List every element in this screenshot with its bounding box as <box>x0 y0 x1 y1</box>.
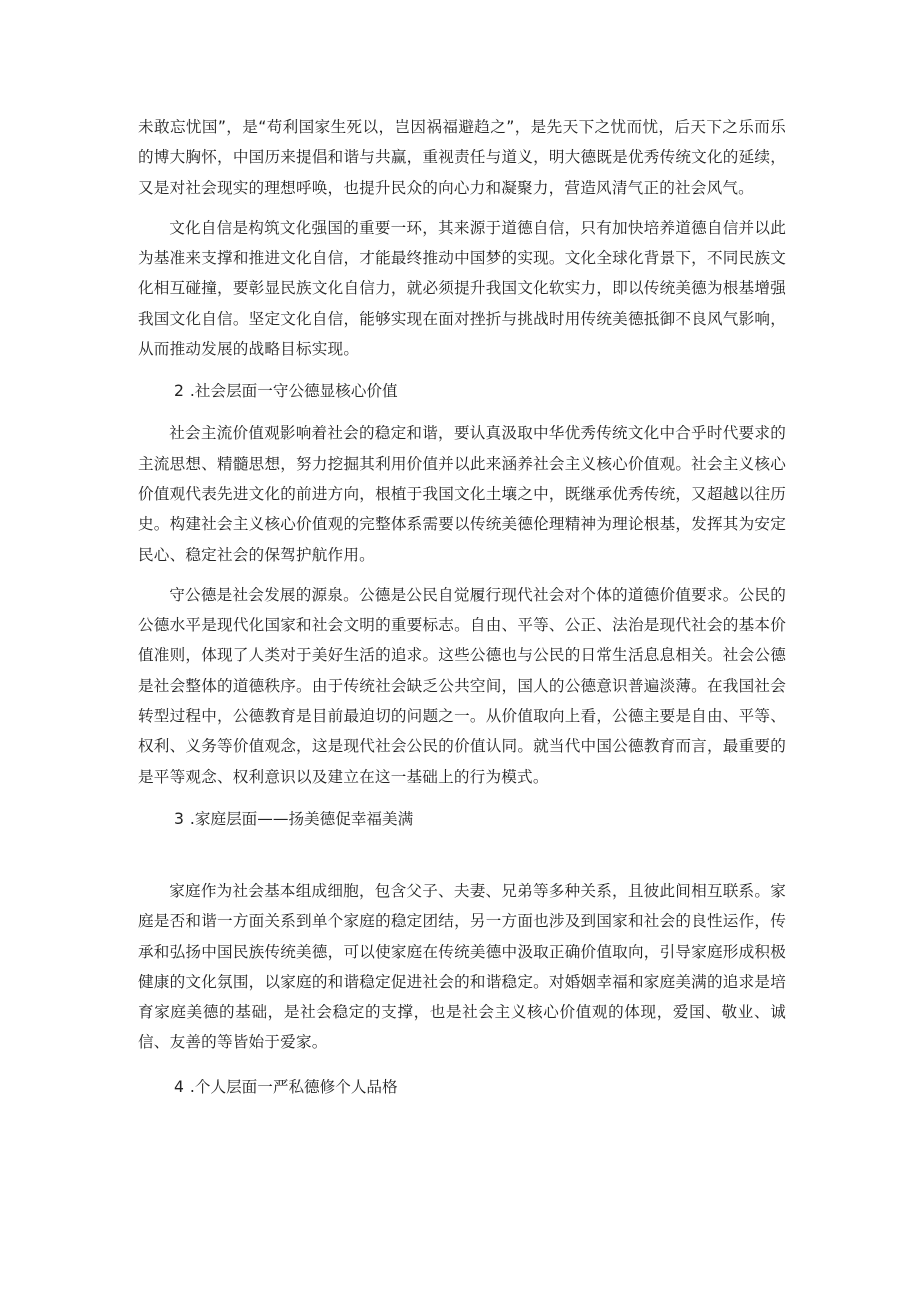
paragraph-public-morality: 守公德是社会发展的源泉。公德是公民自觉履行现代社会对个体的道德价值要求。公民的公德水平是现代化国家和社会文明的重要标志。自由、平等、公正、法治是现代社会的基本价值准则，体现了人类对于美好生活的追求。这些公德也与公民的日常生活息息相关。社会公德是社会整体的道德秩序。由于传统社会缺乏公共空间，国人的公德意识普遍淡薄。在我国社会转型过程中，公德教育是目前最迫切的问题之一。从价值取向上看，公德主要是自由、平等、权利、义务等价值观念，这是现代社会公民的价值认同。就当代中国公德教育而言，最重要的是平等观念、权利意识以及建立在这一基础上的行为模式。 <box>138 585 786 786</box>
section-title: .社会层面一守公德显核心价值 <box>189 382 398 401</box>
section-heading-2 <box>138 376 786 406</box>
section-heading-3 <box>138 804 786 834</box>
section-number: 4 <box>174 1077 184 1096</box>
section-title: .个人层面一严私德修个人品格 <box>189 1077 398 1096</box>
document-page <box>138 112 786 1102</box>
paragraph-core-values: 社会主流价值观影响着社会的稳定和谐，要认真汲取中华优秀传统文化中合乎时代要求的主流思想、精髓思想，努力挖掘其利用价值并以此来涵养社会主义核心价值观。社会主义核心价值观代表先进文化的前进方向，根植于我国文化土壤之中，既继承优秀传统，又超越以往历史。构建社会主义核心价值观的完整体系需要以传统美德伦理精神为理论根基，发挥其为安定民心、稳定社会的保驾护航作用。 <box>138 424 786 564</box>
section-heading-4 <box>138 1072 786 1102</box>
section-title: .家庭层面——扬美德促幸福美满 <box>189 809 414 828</box>
section-number: 2 <box>174 382 184 401</box>
paragraph-family: 家庭作为社会基本组成细胞，包含父子、夫妻、兄弟等多种关系，且彼此间相互联系。家庭是否和谐一方面关系到单个家庭的稳定团结，另一方面也涉及到国家和社会的良性运作，传承和弘扬中国民族传统美德，可以使家庭在传统美德中汲取正确价值取向，引导家庭形成积极健康的文化氛围，以家庭的和谐稳定促进社会的和谐稳定。对婚姻幸福和家庭美满的追求是培育家庭美德的基础，是社会稳定的支撑，也是社会主义核心价值观的体现，爱国、敬业、诚信、友善的等皆始于爱家。 <box>138 881 786 1052</box>
paragraph-cultural-confidence: 文化自信是构筑文化强国的重要一环，其来源于道德自信，只有加快培养道德自信并以此为基准来支撑和推进文化自信，才能最终推动中国梦的实现。文化全球化背景下，不同民族文化相互碰撞，要彰显民族文化自信力，就必须提升我国文化软实力，即以传统美德为根基增强我国文化自信。坚定文化自信，能够实现在面对挫折与挑战时用传统美德抵御不良风气影响，从而推动发展的战略目标实现。 <box>138 218 786 359</box>
paragraph-continued: 未敢忘忧国”，是“苟利国家生死以，岂因祸福避趋之”，是先天下之忧而忧，后天下之乐而乐的博大胸怀，中国历来提倡和谐与共赢，重视责任与道义，明大德既是优秀传统文化的延续，又是对社会现实的理想呼唤，也提升民众的向心力和凝聚力，营造风清气正的社会风气。 <box>138 118 786 197</box>
section-number: 3 <box>174 809 184 828</box>
